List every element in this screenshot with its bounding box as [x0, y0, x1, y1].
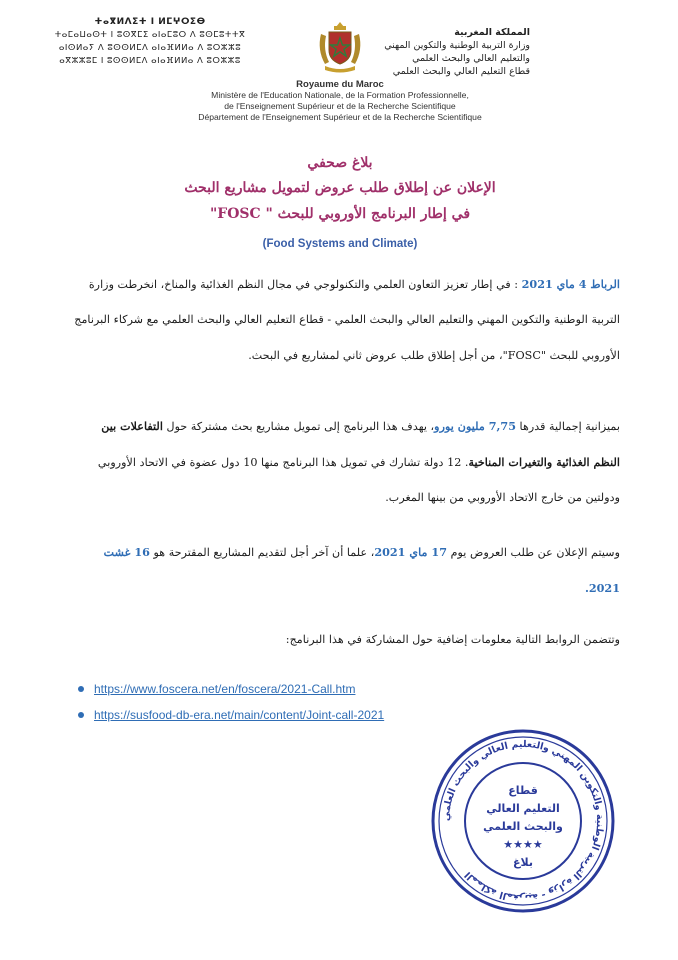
paragraph-text: وسيتم الإعلان عن طلب العروض يوم: [450, 546, 620, 559]
paragraph-line: [60, 266, 620, 302]
paragraph-intro: [60, 266, 620, 374]
paragraph-line: [60, 570, 620, 606]
paragraph-dates: [60, 534, 620, 606]
coat-of-arms-icon: [315, 20, 365, 74]
program-name-french: (Food Systems and Climate): [262, 238, 418, 250]
page-subtitle: في إطار البرنامج الأوروبي للبحث " FOSC": [209, 206, 471, 222]
header-arabic-line: المملكة المغربية: [454, 27, 530, 38]
release-date: الرباط 4 ماي 2021: [521, 277, 620, 291]
launch-date: 17 ماي 2021: [374, 545, 447, 559]
stamp-text: قطاع: [508, 784, 538, 797]
paragraph-line: [60, 444, 620, 480]
list-item: [78, 676, 518, 702]
link-susfood[interactable]: https://susfood-db-era.net/main/content/Joint-call-2021: [94, 708, 385, 722]
links-list: [78, 676, 518, 728]
paragraph-line: الأوروبي للبحث "FOSC"، من أجل إطلاق طلب عروض ثاني لمشاريع في البحث.: [248, 349, 620, 362]
bullet-icon: [78, 686, 84, 692]
stamp-text: بلاغ: [513, 856, 533, 869]
press-release-label: بلاغ صحفي: [307, 155, 373, 171]
paragraph-line: وتتضمن الروابط التالية معلومات إضافية حول المشاركة في هذا البرنامج:: [285, 633, 620, 646]
paragraph-text: ، علما أن آخر أجل لتقديم المشاريع المقترحة هو: [153, 546, 375, 559]
kingdom-name: Royaume du Maroc: [296, 79, 384, 90]
header-french: [150, 79, 530, 123]
ministry-line: Ministère de l'Education Nationale, de la Formation Professionnelle,: [211, 90, 469, 100]
topic-text: التفاعلات بين: [101, 419, 163, 433]
paragraph-budget: [60, 408, 620, 516]
topic-text: النظم الغذائية والتغيرات المناخية: [468, 455, 620, 469]
header-tifinagh-line: ⴰⵏⵙⵍⴰⵢ ⴷ ⵓⵙⵙⵍⵎⴷ ⴰⵏⴰⴼⵍⵍⴰ ⴷ ⵓⵔⵣⵣⵓ: [58, 43, 242, 53]
stamp-text: والبحث العلمي: [483, 820, 563, 833]
paragraph-text: ، يهدف هذا البرنامج إلى تمويل مشاريع بحث مشتركة حول: [166, 420, 435, 433]
header-tifinagh-line: ⴰⴳⵣⵣⵓⵎ ⵏ ⵓⵙⵙⵍⵎⴷ ⴰⵏⴰⴼⵍⵍⴰ ⴷ ⵓⵔⵣⵣⵓ: [59, 56, 241, 66]
header-arabic-line: وزارة التربية الوطنية والتكوين المهني: [384, 40, 530, 51]
header-tifinagh-line: ⵜⴰⴳⵍⴷⵉⵜ ⵏ ⵍⵎⵖⵔⵉⴱ: [94, 17, 206, 27]
paragraph-links-intro: [60, 622, 620, 658]
paragraph-text: . 12 دولة تشارك في تمويل هذا البرنامج منها 10 دول عضوة في الاتحاد الأوروبي: [97, 456, 469, 469]
ministry-line: de l'Enseignement Supérieur et de la Recherche Scientifique: [224, 101, 456, 111]
budget-amount: 7,75 مليون يورو: [434, 419, 516, 433]
page-title: الإعلان عن إطلاق طلب عروض لتمويل مشاريع البحث: [184, 180, 496, 196]
paragraph-line: [60, 534, 620, 570]
deadline-date: 16 غشت: [103, 545, 150, 559]
stamp-stars: ★★★★: [503, 838, 543, 851]
header-arabic-line: قطاع التعليم العالي والبحث العلمي: [392, 66, 530, 77]
deadline-year: 2021.: [584, 581, 620, 595]
header-tifinagh-line: ⵜⴰⵎⴰⵡⴰⵙⵜ ⵏ ⵓⵙⴳⵎⵉ ⴰⵏⴰⵎⵓⵔ ⴷ ⵓⵙⵎⵓⵜⵜⴳ: [54, 30, 246, 40]
bullet-icon: [78, 712, 84, 718]
paragraph-line: التربية الوطنية والتكوين المهني والتعليم العالي والبحث العلمي - قطاع التعليم العالي والبحث العلمي مع شركاء البرنامج: [74, 313, 620, 326]
stamp-ring-text: المملكة المغربية - وزارة التربية الوطنية والتكوين المهني والتعليم العالي والبحث العلمي: [440, 738, 606, 904]
paragraph-text: : في إطار تعزيز التعاون العلمي والتكنولوجي في مجال النظم الغذائية والمناخ، انخرطت وزارة: [88, 278, 519, 291]
paragraph-line: ودولتين من خارج الاتحاد الأوروبي من بينها المغرب.: [385, 491, 620, 504]
header-arabic-line: والتعليم العالي والبحث العلمي: [412, 53, 530, 64]
paragraph-text: بميزانية إجمالية قدرها: [519, 420, 620, 433]
stamp-text: التعليم العالي: [486, 802, 560, 815]
department-line: Département de l'Enseignement Supérieur et de la Recherche Scientifique: [198, 112, 482, 122]
header-arabic: [360, 26, 530, 78]
header-tifinagh: [30, 16, 270, 68]
paragraph-line: [60, 408, 620, 444]
official-stamp: [428, 726, 618, 916]
link-foscera[interactable]: https://www.foscera.net/en/foscera/2021-Call.htm: [94, 682, 356, 696]
list-item: [78, 702, 518, 728]
